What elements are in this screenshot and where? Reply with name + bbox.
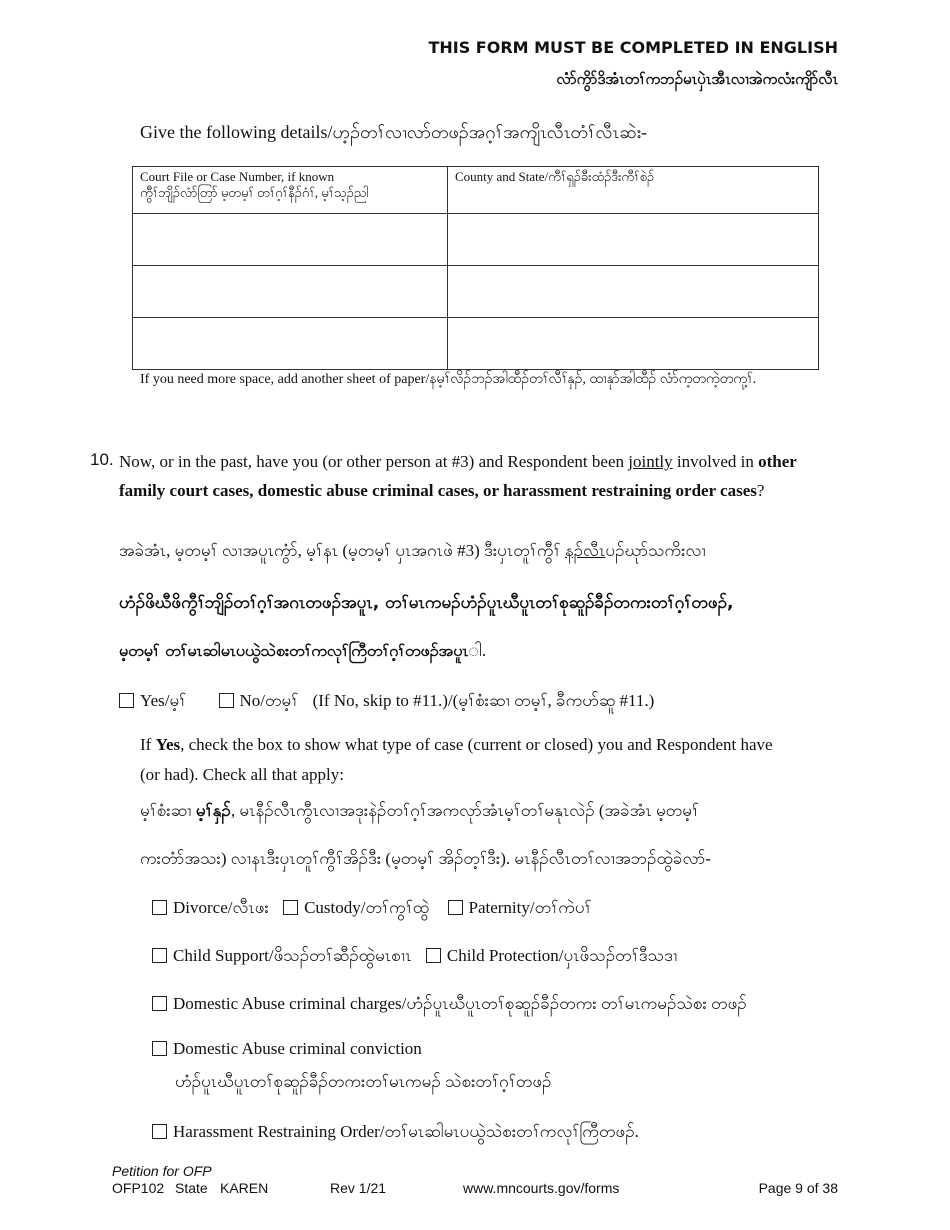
footer-page-number: Page 9 of 38 — [758, 1180, 838, 1196]
question-text-bold: other family court cases, domestic abuse criminal cases, or harassment restraining order cases — [119, 452, 797, 500]
karen-text: မ့ၢ်စံးဆၢ — [140, 801, 196, 820]
paternity-checkbox[interactable] — [448, 900, 463, 915]
custody-checkbox[interactable] — [283, 900, 298, 915]
yes-no-row — [119, 690, 654, 715]
court-file-input-cell[interactable] — [133, 214, 448, 266]
child-support-label: Child Support/ဖိသၣ်တၢ်ဆီၣ်ထွဲမၤစၢၤ — [173, 946, 412, 965]
yes-label: Yes/မ့ၢ် — [140, 691, 187, 710]
question-number: 10. — [90, 450, 114, 469]
case-details-table — [132, 166, 819, 370]
da-conviction-label: Domestic Abuse criminal conviction — [173, 1039, 422, 1058]
no-label: No/တမ့ၢ် — [239, 691, 299, 710]
county-state-input-cell[interactable] — [448, 266, 819, 318]
form-language-notice: THIS FORM MUST BE COMPLETED IN ENGLISH — [428, 38, 838, 57]
child-support-checkbox[interactable] — [152, 948, 167, 963]
karen-underlined-text: နၣ်လီၤ — [564, 541, 606, 560]
skip-instruction: (If No, skip to #11.)/(မ့ၢ်စံးဆၢ တမ့ၢ်, ခီကဟ်ဆူ #11.) — [312, 691, 655, 710]
county-state-input-cell[interactable] — [448, 214, 819, 266]
case-type-row-3 — [152, 993, 747, 1018]
court-file-input-cell[interactable] — [133, 266, 448, 318]
if-yes-instruction-line-2: (or had). Check all that apply: — [140, 765, 344, 784]
footer-form-title: Petition for OFP — [112, 1163, 212, 1179]
da-conviction-checkbox[interactable] — [152, 1041, 167, 1056]
question-text-jointly: jointly — [628, 452, 673, 471]
case-type-row-5 — [152, 1121, 639, 1146]
question-10-text — [119, 447, 831, 505]
if-yes-karen-line-1 — [140, 800, 699, 825]
case-type-row-1 — [152, 897, 592, 922]
yes-checkbox[interactable] — [119, 693, 134, 708]
question-mark: ? — [756, 481, 765, 500]
karen-bold-text: မ့ၢ်နှၣ် — [195, 801, 231, 820]
divorce-label: Divorce/လီၤဖး — [173, 898, 269, 917]
child-protection-checkbox[interactable] — [426, 948, 441, 963]
divorce-checkbox[interactable] — [152, 900, 167, 915]
no-checkbox[interactable] — [219, 693, 234, 708]
footer-website[interactable]: www.mncourts.gov/forms — [463, 1180, 620, 1196]
footer-form-code: OFP102 — [112, 1180, 165, 1196]
question-karen-line-1 — [119, 540, 706, 565]
da-charges-label: Domestic Abuse criminal charges/ဟံၣ်ပူၤဃီပူၤတၢ်စုဆူၣ်ခီၣ်တကး တၢ်မၤကမၣ်သဲစး တဖၣ် — [173, 994, 747, 1013]
da-conviction-karen-label: ဟံၣ်ပူၤဃီပူၤတၢ်စုဆူၣ်ခီၣ်တကးတၢ်မၤကမၣ် သဲစးတၢ်ဂ့ၢ်တဖၣ် — [175, 1072, 552, 1091]
table-row — [133, 266, 819, 318]
form-language-notice-karen: လံာ်ကွိာ်ဒိအံၤတၢ်ကဘၣ်မၤပှဲၤအီၤလၢအဲကလံးကျိာ်လီၤ — [556, 70, 838, 88]
table-row — [133, 214, 819, 266]
karen-text: ပၣ်ဃုာ်သကိးလၢ — [605, 541, 706, 560]
case-type-row-2 — [152, 945, 677, 970]
footer-language: KAREN — [220, 1180, 269, 1196]
county-state-column-header — [448, 167, 819, 214]
if-yes-rest: , check the box to show what type of case (current or closed) you and Respondent have — [180, 735, 773, 754]
child-protection-label: Child Protection/ပှၤဖိသၣ်တၢ်ဒီသဒၢ — [446, 946, 678, 965]
karen-text: အခဲအံၤ, မ့တမ့ၢ် လၢအပူၤကွံာ်, မ့ၢ်နၤ (မ့တမ့ၢ် ပှၤအဂၤဖဲ #3) ဒီးပှၤတူၢ်ကွီၢ် — [119, 541, 565, 560]
if-yes-bold: Yes — [155, 735, 181, 754]
custody-label: Custody/တၢ်ကွၢ်ထွဲ — [304, 898, 430, 917]
footer-revision: Rev 1/21 — [330, 1180, 387, 1196]
paternity-label: Paternity/တၢ်ကဲပၢ် — [468, 898, 592, 917]
question-karen-line-2: ဟံၣ်ဖိဃီဖိကွီၢ်ဘျိၣ်တၢ်ဂ့ၢ်အဂၤတဖၣ်အပူၤ, တၢ်မၤကမၣ်ဟံၣ်ပူၤဃီပူၤတၢ်စုဆူၣ်ခီၣ်တကးတၢ်ဂ့ၢ်တဖၣ်, — [119, 593, 734, 613]
question-text-involved: involved in — [672, 452, 754, 471]
if-yes-karen-line-2: ကးတံာ်အသး) လၢနၤဒီးပှၤတူၢ်ကွီၢ်အိၣ်ဒီး (မ့တမ့ၢ် အိၣ်တ့ၢ်ဒီး). မၤနီၣ်လီၤတၢ်လၢအဘၣ်ထွဲခဲလာ်- — [140, 849, 712, 868]
hro-checkbox[interactable] — [152, 1124, 167, 1139]
karen-text: , မၤနီၣ်လီၤကွီၤလၢအဒုးနဲၣ်တၢ်ဂ့ၢ်အကလုာ်အံၤမ့ၢ်တၢ်မနုၤလဲၣ် (အခဲအံၤ မ့တမ့ၢ် — [230, 801, 700, 820]
question-karen-line-3-end: ါ. — [468, 641, 487, 660]
question-karen-line-3-bold: မ့တမ့ၢ် တၢ်မၤဆါမၤပယွဲသဲစးတၢ်ကလုၢ်ကြီတၢ်ဂ့ၢ်တဖၣ်အပူၤ — [119, 641, 469, 660]
hro-label: Harassment Restraining Order/တၢ်မၤဆါမၤပယွဲသဲစးတၢ်ကလုၢ်ကြီတဖၣ်. — [173, 1122, 639, 1141]
court-file-header-en: Court File or Case Number, if known — [140, 169, 335, 184]
details-instruction: Give the following details/ဟ့ၣ်တၢ်လၢလာ်တဖၣ်အဂ့ၢ်အကျိၤလီၤတံၢ်လီၤဆဲး- — [140, 122, 648, 142]
if-yes-instruction-line-1 — [140, 735, 773, 755]
county-state-header: County and State/ကီၢ်ရှၣ်ခီးထံၣ်ဒီးကီၢ်စဲၣ် — [455, 169, 655, 184]
if-yes-lead: If — [140, 735, 156, 754]
question-karen-line-3 — [119, 640, 486, 665]
court-file-column-header — [133, 167, 448, 214]
table-row — [133, 318, 819, 370]
court-file-input-cell[interactable] — [133, 318, 448, 370]
county-state-input-cell[interactable] — [448, 318, 819, 370]
da-charges-checkbox[interactable] — [152, 996, 167, 1011]
case-type-row-4 — [152, 1039, 422, 1059]
table-header-row — [133, 167, 819, 214]
footer-state: State — [175, 1180, 208, 1196]
table-space-note: If you need more space, add another sheet of paper/နမ့ၢ်လိၣ်ဘၣ်အါထီၣ်တၢ်လီၢ်နှၣ်, ထၢနုာ်အါထီၣ် လံာ်က့တကဲ့တကု့ၢ်. — [140, 372, 757, 387]
court-file-header-karen: ကွီၢ်ဘျိၣ်လံာ်တြာ် မ့တမ့ၢ် တၢ်ဂ့ၢ်နီၣ်ဂံၢ်, မ့ၢ်သ့ၣ်ညါ — [140, 185, 369, 200]
question-text-start: Now, or in the past, have you (or other person at #3) and Respondent been — [119, 452, 629, 471]
